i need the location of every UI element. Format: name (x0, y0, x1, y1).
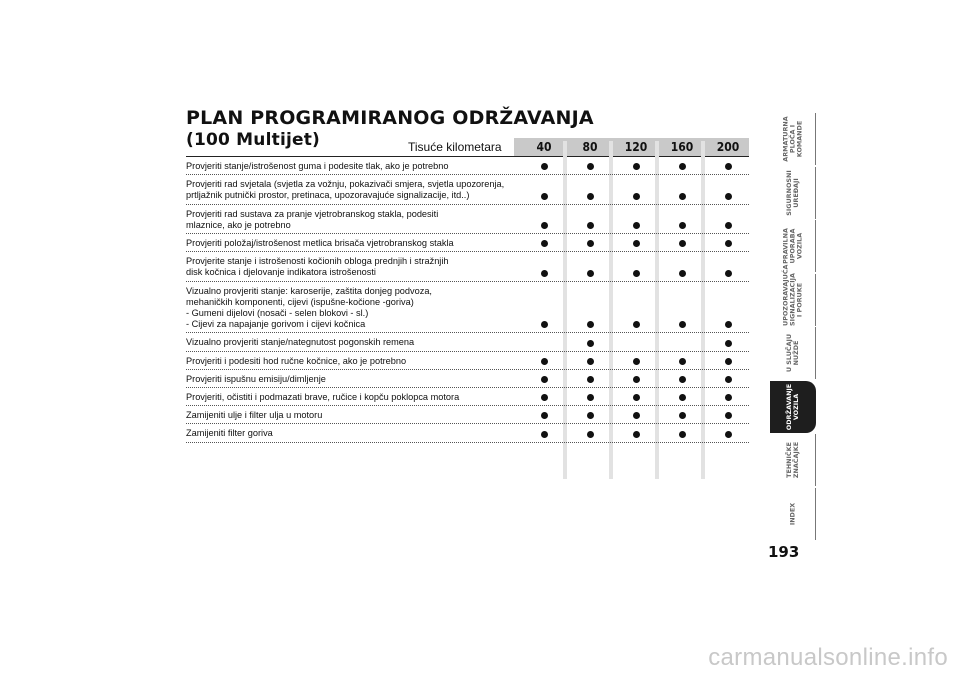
interval-mark-160 (679, 358, 686, 365)
table-row (186, 252, 749, 281)
interval-mark-40 (541, 222, 548, 229)
interval-mark-120 (633, 412, 640, 419)
interval-mark-160 (679, 222, 686, 229)
interval-mark-40 (541, 193, 548, 200)
km-col-200: 200 (716, 140, 740, 154)
interval-mark-80 (587, 163, 594, 170)
interval-mark-40 (541, 321, 548, 328)
interval-mark-200 (725, 376, 732, 383)
title-line-1: PLAN PROGRAMIRANOG ODRŽAVANJA (186, 107, 594, 129)
interval-mark-40 (541, 394, 548, 401)
chapter-tab-8[interactable] (770, 488, 816, 540)
chapter-tab-4[interactable] (770, 264, 816, 326)
interval-mark-80 (587, 376, 594, 383)
chapter-tab-2[interactable] (770, 167, 816, 219)
interval-mark-200 (725, 270, 732, 277)
interval-mark-120 (633, 358, 640, 365)
interval-mark-120 (633, 240, 640, 247)
task-text: Provjeriti, očistiti i podmazati brave, ručice i kopču poklopca motora (186, 392, 460, 403)
interval-mark-120 (633, 321, 640, 328)
title-line-2: (100 Multijet) (186, 130, 321, 150)
interval-mark-40 (541, 270, 548, 277)
interval-mark-160 (679, 321, 686, 328)
km-col-80: 80 (582, 140, 598, 154)
task-text: Provjeriti stanje/istrošenost guma i podesite tlak, ako je potrebno (186, 161, 449, 171)
chapter-tab-1[interactable] (770, 113, 816, 165)
km-col-160: 160 (670, 140, 694, 154)
interval-mark-80 (587, 222, 594, 229)
interval-mark-80 (587, 240, 594, 247)
task-text: Vizualno provjeriti stanje/nategnutost pogonskih remena (186, 337, 415, 348)
task-text: Vizualno provjeriti stanje: karoserije, zaštita donjeg podvoza, mehaničkih komponenti, cijevi (ispušne-kočione -goriva) - Gumeni dijelovi (nosači - selen blokovi - sl.) - Cijevi za napajanje gorivom i cijevi kočnica (186, 285, 432, 330)
chapter-tab-label: INDEX (788, 502, 796, 525)
interval-mark-160 (679, 412, 686, 419)
table-row (186, 370, 749, 388)
interval-mark-80 (587, 193, 594, 200)
interval-mark-80 (587, 431, 594, 438)
table-row (186, 282, 749, 334)
task-text: Zamijeniti ulje i filter ulja u motoru (186, 410, 323, 421)
chapter-tab-label: SIGURNOSNI UREĐAJI (784, 169, 800, 216)
interval-mark-200 (725, 358, 732, 365)
table-row (186, 388, 749, 406)
interval-mark-200 (725, 412, 732, 419)
chapter-tab-label: PRAVILNA UPORABA VOZILA (781, 228, 803, 264)
interval-mark-80 (587, 321, 594, 328)
interval-mark-120 (633, 193, 640, 200)
table-row (186, 205, 749, 234)
interval-mark-80 (587, 412, 594, 419)
interval-mark-120 (633, 431, 640, 438)
task-text: Provjeriti rad svjetala (svjetla za vožnju, pokazivači smjera, svjetla upozorenja, prtljažnik putnički prostor, pretinaca, upozoravajuće signalizacije, itd..) (186, 179, 505, 201)
table-row (186, 157, 749, 175)
chapter-tab-6[interactable] (770, 381, 816, 433)
km-col-40: 40 (536, 140, 552, 154)
chapter-tab-3[interactable] (770, 220, 816, 272)
interval-mark-160 (679, 163, 686, 170)
km-col-120: 120 (624, 140, 648, 154)
maintenance-table (186, 157, 749, 443)
interval-mark-120 (633, 270, 640, 277)
interval-mark-200 (725, 163, 732, 170)
interval-mark-40 (541, 431, 548, 438)
interval-mark-40 (541, 240, 548, 247)
chapter-tab-7[interactable] (770, 434, 816, 486)
interval-mark-120 (633, 376, 640, 383)
interval-mark-200 (725, 240, 732, 247)
interval-mark-160 (679, 193, 686, 200)
interval-mark-160 (679, 240, 686, 247)
interval-mark-40 (541, 163, 548, 170)
chapter-tab-label: UPOZORAVAJUĆA SIGNALIZACIJA I PORUKE (781, 264, 803, 326)
task-text: Provjeriti i podesiti hod ručne kočnice, ako je potrebno (186, 355, 407, 366)
task-text: Provjeriti položaj/istrošenost metlica brisača vjetrobranskog stakla (186, 238, 454, 249)
task-text: Provjerite stanje i istrošenosti kočionih obloga prednjih i stražnjih disk kočnica i djelovanje indikatora istrošenosti (186, 256, 449, 278)
table-header (186, 137, 749, 157)
interval-mark-120 (633, 222, 640, 229)
interval-mark-40 (541, 376, 548, 383)
table-row (186, 406, 749, 424)
table-row (186, 175, 749, 204)
interval-mark-160 (679, 376, 686, 383)
task-text: Zamijeniti filter goriva (186, 428, 273, 439)
interval-mark-200 (725, 431, 732, 438)
chapter-tab-5[interactable] (770, 327, 816, 379)
table-row (186, 333, 749, 351)
interval-mark-160 (679, 431, 686, 438)
chapter-tab-label: TEHNIČKE ZNAČAJKE (784, 441, 800, 479)
task-text: Provjeriti rad sustava za pranje vjetrobranskog stakla, podesiti mlaznice, ako je potrebno (186, 208, 439, 230)
chapter-tab-label: U SLUČAJU NUŽDE (784, 333, 800, 373)
interval-mark-200 (725, 222, 732, 229)
interval-mark-40 (541, 358, 548, 365)
table-row (186, 424, 749, 442)
task-text: Provjeriti ispušnu emisiju/dimljenje (186, 373, 326, 384)
interval-mark-80 (587, 340, 594, 347)
interval-mark-200 (725, 340, 732, 347)
interval-mark-80 (587, 394, 594, 401)
table-row (186, 352, 749, 370)
interval-mark-120 (633, 394, 640, 401)
table-row (186, 234, 749, 252)
interval-mark-80 (587, 358, 594, 365)
page-number: 193 (768, 543, 800, 561)
interval-mark-200 (725, 394, 732, 401)
chapter-tabs (770, 113, 816, 541)
watermark: carmanualsonline.info (708, 644, 948, 671)
km-label: Tisuće kilometara (408, 140, 502, 154)
interval-mark-200 (725, 193, 732, 200)
interval-mark-40 (541, 412, 548, 419)
interval-mark-120 (633, 163, 640, 170)
chapter-tab-label: ARMATURNA PLOČA I KOMANDE (781, 116, 803, 162)
interval-mark-160 (679, 394, 686, 401)
chapter-tab-label: ODRŽAVANJE VOZILA (785, 383, 800, 430)
interval-mark-80 (587, 270, 594, 277)
interval-mark-160 (679, 270, 686, 277)
interval-mark-200 (725, 321, 732, 328)
